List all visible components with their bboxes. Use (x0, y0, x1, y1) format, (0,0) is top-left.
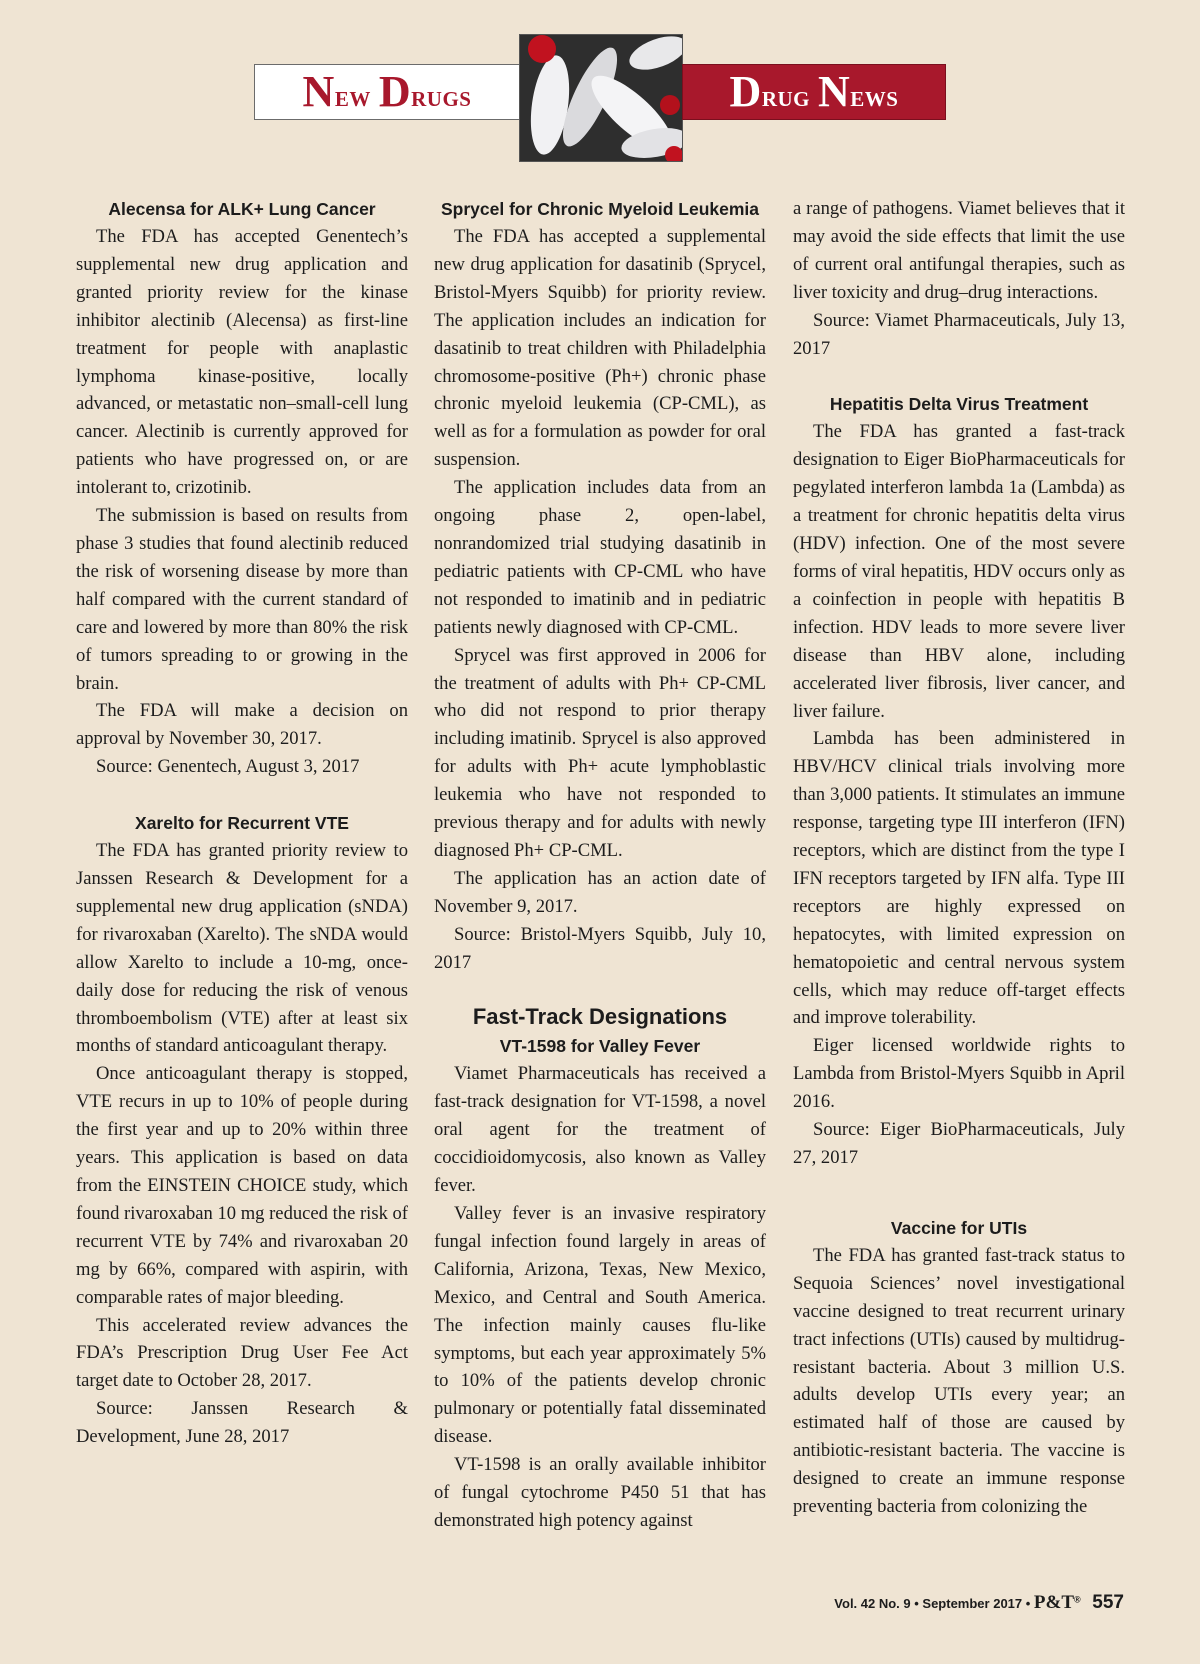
paragraph: The FDA has granted a fast-track designation to Eiger BioPharmaceuticals for pegylated interferon lambda 1a (Lambda) as a treatment for chronic hepatitis delta virus (HDV) infection. One of the most severe forms of viral hepatitis, HDV occurs only as a coinfection in people with hepatitis B infection. HDV leads to more severe liver disease than HBV alone, including accelerated liver fibrosis, liver cancer, and liver failure. (793, 421, 1125, 722)
source-line: Source: Janssen Research & Development, June 28, 2017 (76, 1398, 408, 1448)
source-line: Source: Genentech, August 3, 2017 (96, 756, 360, 778)
source-line: Source: Eiger BioPharmaceuticals, July 27, 2017 (793, 1119, 1125, 1168)
heading-alecensa: Alecensa for ALK+ Lung Cancer (108, 199, 376, 219)
paragraph: The FDA has accepted a supplemental new drug application for dasatinib (Sprycel, Bristol-Myers Squibb) for priority review. The application includes an indication for dasatinib to treat children with Philadelphia chromosome-positive (Ph+) chronic phase chronic myeloid leukemia (CP-CML), as well as for a formulation as powder for oral suspension. (434, 226, 766, 471)
paragraph: The FDA has granted priority review to Janssen Research & Development for a supplemental new drug application (sNDA) for rivaroxaban (Xarelto). The sNDA would allow Xarelto to include a 10-mg, once-daily dose for reducing the risk of venous thromboembolism (VTE) after at least six months of standard anticoagulant therapy. (76, 840, 408, 1057)
issue-info: Vol. 42 No. 9 • September 2017 • (834, 1596, 1031, 1611)
banner-letter: D (729, 67, 762, 116)
paragraph: The application includes data from an ongoing phase 2, open-label, nonrandomized trial studying dasatinib in pediatric patients with CP-CML who have not responded to imatinib and in pediatric patients newly diagnosed with CP-CML. (434, 477, 766, 638)
column-1 (76, 195, 408, 1451)
heading-uti-vaccine: Vaccine for UTIs (890, 1217, 1028, 1238)
heading-hdv: Hepatitis Delta Virus Treatment (829, 394, 1089, 415)
paragraph: The application has an action date of November 9, 2017. (434, 867, 766, 917)
paragraph: Eiger licensed worldwide rights to Lambda from Bristol-Myers Squibb in April 2016. (793, 1035, 1125, 1113)
page-number: 557 (1092, 1592, 1124, 1613)
column-2 (434, 195, 766, 1535)
pills-photo-icon (519, 34, 683, 162)
paragraph: The FDA has granted fast-track status to Sequoia Sciences’ novel investigational vaccine designed to treat recurrent urinary tract infections (UTIs) caused by multidrug-resistant bacteria. About 3 million U.S. adults develop UTIs every year; an estimated half of those are caused by antibiotic-resistant bacteria. The vaccine is designed to create an immune response preventing bacteria from colonizing the (793, 1244, 1125, 1518)
paragraph: This accelerated review advances the FDA’s Prescription Drug User Fee Act target date to October 28, 2017. (76, 1314, 408, 1392)
journal-logo: P&T (1033, 1592, 1075, 1613)
masthead (254, 34, 946, 164)
column-3 (793, 195, 1125, 1521)
banner-text: ew (334, 80, 379, 113)
heading-vt-1598: VT-1598 for Valley Fever (499, 1036, 701, 1057)
paragraph: The FDA has accepted Genentech’s supplemental new drug application and granted priority review for the kinase inhibitor alectinib (Alecensa) as first-line treatment for people with anaplastic lymphoma kinase-positive, locally advanced, or metastatic non–small-cell lung cancer. Alectinib is currently approved for patients who have progressed on, or are intolerant to, crizotinib. (76, 226, 408, 499)
source-line: Source: Bristol-Myers Squibb, July 10, 2017 (434, 923, 766, 973)
paragraph: a range of pathogens. Viamet believes that it may avoid the side effects that limit the use of current oral antifungal therapies, such as liver toxicity and drug–drug interactions. (793, 198, 1125, 303)
paragraph: Lambda has been administered in HBV/HCV clinical trials involving more than 3,000 patients. It stimulates an immune response, targeting type III interferon (IFN) receptors, which are distinct from the type I IFN receptors targeted by IFN alfa. Type III receptors are highly expressed on hepatocytes, with limited expression on hematopoietic and central nervous system cells, which may reduce off-target effects and improve tolerability. (793, 728, 1125, 1029)
heading-fast-track: Fast-Track Designations (472, 1004, 728, 1030)
paragraph: Once anticoagulant therapy is stopped, VTE recurs in up to 10% of people during the first year and up to 20% within three years. This application is based on data from the EINSTEIN CHOICE study, which found rivaroxaban 10 mg reduced the risk of recurrent VTE by 74% and rivaroxaban 20 mg by 66%, compared with aspirin, with comparable rates of major bleeding. (76, 1063, 409, 1308)
banner-text: rug (761, 80, 818, 113)
paragraph: VT-1598 is an orally available inhibitor of fungal cytochrome P450 51 that has demonstrated high potency against (434, 1454, 766, 1531)
paragraph: Viamet Pharmaceuticals has received a fast-track designation for VT-1598, a novel oral agent for the treatment of coccidioidomycosis, also known as Valley fever. (434, 1063, 766, 1197)
paragraph: Valley fever is an invasive respiratory fungal infection found largely in areas of California, Arizona, Texas, New Mexico, Mexico, and Central and South America. The infection mainly causes flu-like symptoms, but each year approximately 5% to 10% of the patients develop chronic pulmonary or potentially fatal disseminated disease. (434, 1203, 766, 1448)
page-footer (834, 1592, 1124, 1614)
paragraph: The submission is based on results from phase 3 studies that found alectinib reduced the risk of worsening disease by more than half compared with the current standard of care and lowered by more than 80% the risk of tumors spreading to or growing in the brain. (76, 505, 408, 694)
banner-letter: N (302, 67, 335, 116)
paragraph: Sprycel was first approved in 2006 for the treatment of adults with Ph+ CP-CML who did not respond to prior therapy including imatinib. Sprycel is also approved for adults with Ph+ acute lymphoblastic leukemia who have not responded to previous therapy and for adults with newly diagnosed Ph+ CP-CML. (434, 644, 766, 861)
banner-letter: D (378, 67, 412, 116)
registered-mark: ® (1074, 1594, 1081, 1605)
heading-sprycel: Sprycel for Chronic Myeloid Leukemia (441, 199, 759, 219)
paragraph: The FDA will make a decision on approval by November 30, 2017. (76, 700, 408, 750)
drug-news-banner (682, 64, 946, 120)
banner-letter: N (817, 67, 851, 116)
new-drugs-banner (254, 64, 520, 120)
source-line: Source: Viamet Pharmaceuticals, July 13, 2017 (793, 309, 1125, 359)
banner-text: rugs (411, 80, 472, 113)
heading-xarelto: Xarelto for Recurrent VTE (135, 813, 349, 834)
banner-text: ews (850, 80, 899, 113)
